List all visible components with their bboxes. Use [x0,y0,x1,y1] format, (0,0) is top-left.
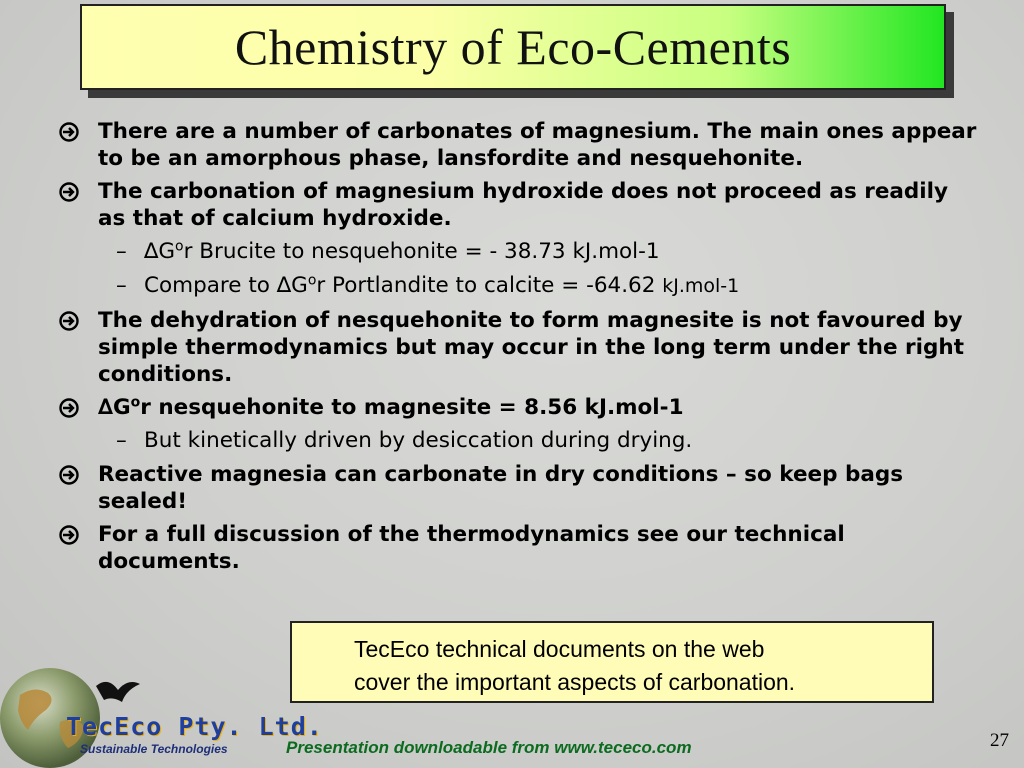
bullet-item [58,394,978,421]
bullet-list [58,118,978,581]
callout-line: cover the important aspects of carbonation. [354,669,796,695]
callout-box [290,621,934,703]
bird-icon [96,682,140,702]
superscript-o: o [130,394,141,411]
bullet-text: r nesquehonite to magnesite = 8.56 kJ.mol-1 [140,395,684,420]
bullet-item [58,178,978,232]
delta-g-label: ∆G [276,273,308,298]
sub-bullet-item [58,238,978,265]
sub-bullet-text: Compare to [144,273,277,298]
dash-marker: – [116,273,127,298]
bullet-text: The carbonation of magnesium hydroxide does not proceed as readily as that of calcium hydroxide. [98,179,949,231]
arrow-bullet-icon [58,181,80,203]
sub-bullet-item [58,427,978,454]
title-box [80,4,946,90]
delta-g-label: ∆G [98,395,131,420]
bullet-text: There are a number of carbonates of magnesium. The main ones appear to be an amorphous phase, lansfordite and nesquehonite. [98,119,977,171]
bullet-item [58,461,978,515]
bullet-item [58,118,978,172]
arrow-bullet-icon [58,121,80,143]
arrow-bullet-icon [58,310,80,332]
download-link[interactable]: Presentation downloadable from www.tececo.com [286,738,692,757]
arrow-bullet-icon [58,524,80,546]
arrow-bullet-icon [58,464,80,486]
bullet-item [58,307,978,388]
bullet-text: Reactive magnesia can carbonate in dry conditions – so keep bags sealed! [98,462,904,514]
bullet-text: The dehydration of nesquehonite to form magnesite is not favoured by simple thermodynamics but may occur in the long term under the right conditions. [98,308,964,387]
page-number: 27 [990,730,1009,751]
sub-bullet-text: r Portlandite to calcite = -64.62 [316,273,663,298]
callout-line: TecEco technical documents on the web [354,636,765,662]
sub-bullet-item [58,272,978,300]
dash-marker: – [116,428,127,453]
company-tagline: Sustainable Technologies [80,742,228,756]
slide-title: Chemistry of Eco-Cements [234,19,792,75]
arrow-bullet-icon [58,397,80,419]
superscript-o: o [307,272,317,289]
bullet-text: For a full discussion of the thermodynamics see our technical documents. [98,522,845,574]
bullet-item [58,521,978,575]
sub-bullet-text: r Brucite to nesquehonite = - 38.73 kJ.mol-1 [183,239,660,264]
company-name: TecEco Pty. Ltd. [66,712,323,741]
unit-text: kJ.mol-1 [662,275,740,297]
dash-marker: – [116,239,127,264]
sub-bullet-text: But kinetically driven by desiccation during drying. [144,428,693,453]
delta-g-label: ∆G [144,239,176,264]
superscript-o: o [175,238,184,255]
